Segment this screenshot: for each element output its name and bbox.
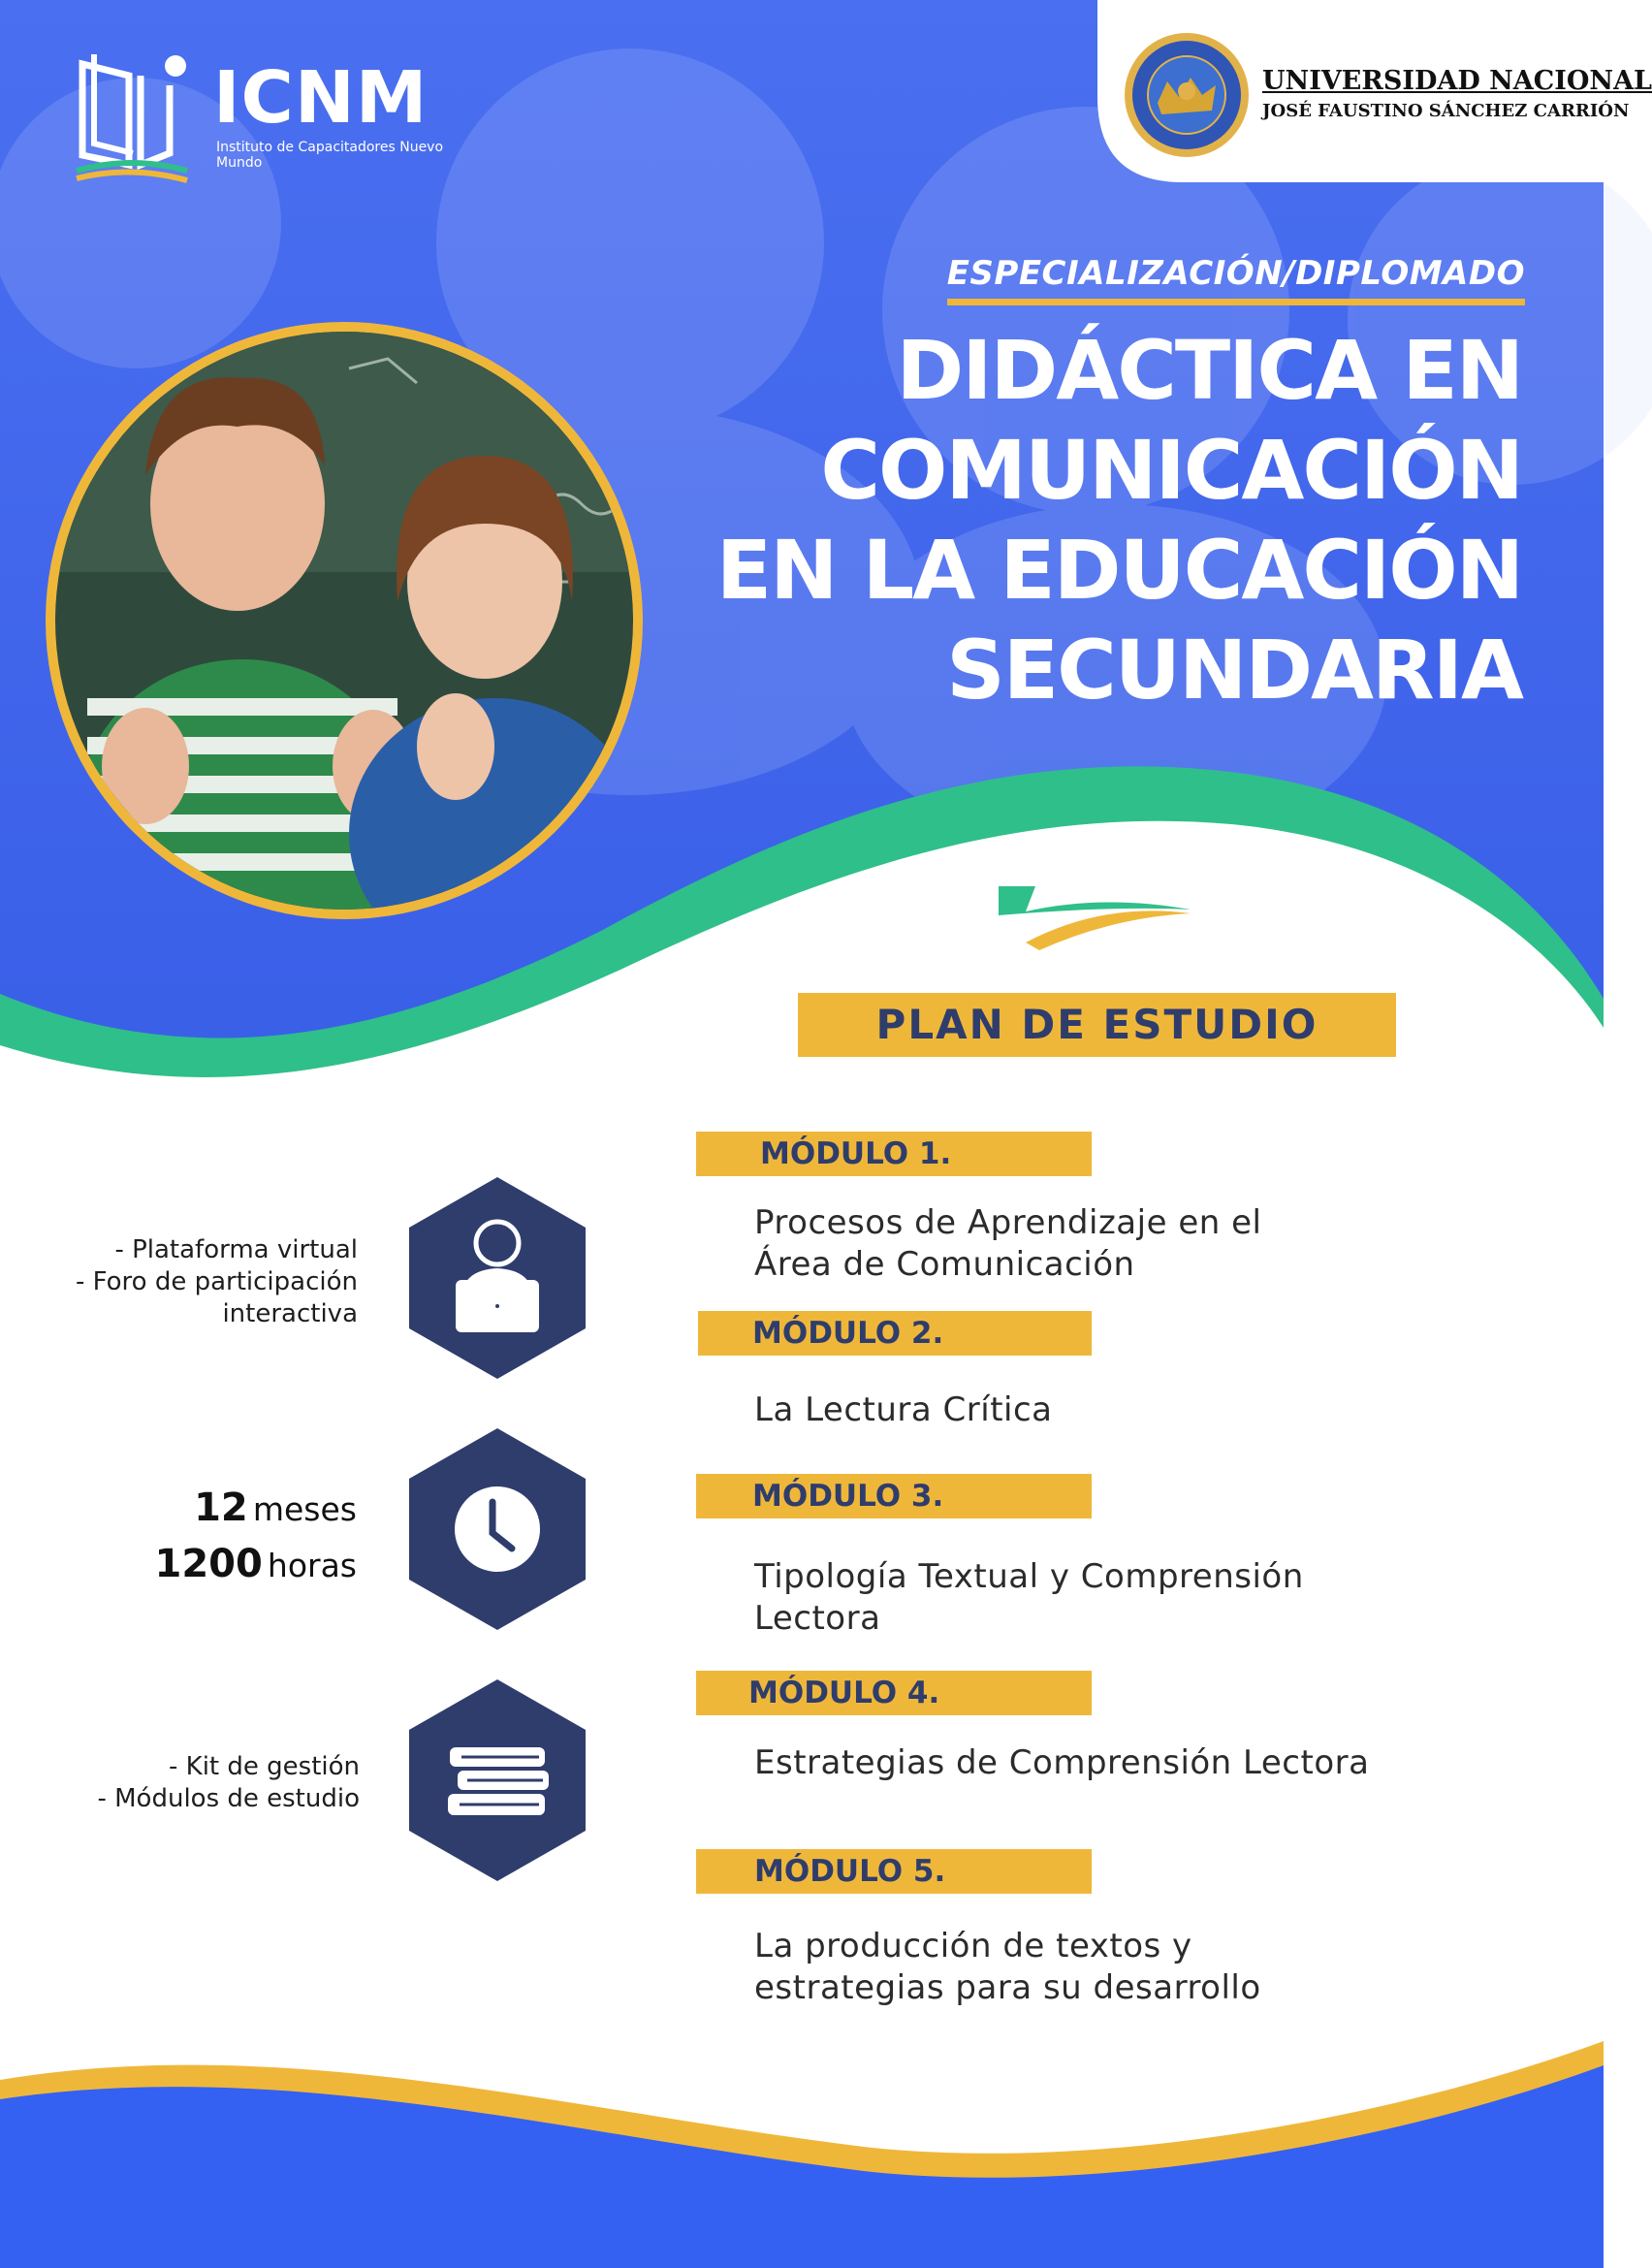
module-1-title-line-1: Procesos de Aprendizaje en el	[754, 1203, 1262, 1242]
module-5-title	[754, 1926, 1261, 2009]
clock-icon	[407, 1426, 588, 1632]
duration-months-unit: meses	[252, 1490, 357, 1528]
platform-line-2: - Foro de participación	[75, 1267, 358, 1296]
module-2-label: MÓDULO 2.	[698, 1311, 1092, 1356]
module-3-title	[754, 1556, 1304, 1640]
logo-name: ICNM	[213, 56, 429, 140]
open-book-person-icon	[73, 47, 189, 182]
platform-line-3: interactiva	[222, 1299, 358, 1328]
title-line-2: COMUNICACIÓN	[820, 423, 1522, 518]
duration-hours-unit: horas	[267, 1547, 357, 1584]
duration-months-value: 12	[194, 1485, 248, 1530]
materials-line-2: - Módulos de estudio	[97, 1784, 360, 1813]
module-2-title-line-1: La Lectura Crítica	[754, 1390, 1053, 1429]
university-seal-icon	[1123, 31, 1251, 159]
icnm-logo	[73, 47, 480, 182]
module-1-title	[754, 1202, 1261, 1286]
title-line-3: EN LA EDUCACIÓN	[715, 523, 1522, 618]
module-4-title-line-1: Estrategias de Comprensión Lectora	[754, 1743, 1370, 1782]
duration-months	[154, 1484, 357, 1540]
online-learning-icon	[407, 1175, 588, 1381]
program-type: ESPECIALIZACIÓN/DIPLOMADO	[946, 254, 1525, 293]
module-4-title	[754, 1742, 1369, 1784]
swoosh-icon	[997, 884, 1196, 952]
duration-block	[154, 1484, 357, 1596]
platform-features	[76, 1234, 358, 1330]
duration-hours	[154, 1540, 357, 1596]
module-5-title-line-1: La producción de textos y	[754, 1927, 1192, 1965]
duration-hours-value: 1200	[154, 1542, 263, 1586]
module-3-title-line-1: Tipología Textual y Comprensión	[754, 1557, 1304, 1596]
program-type-block	[947, 254, 1525, 305]
logo-tagline: Instituto de Capacitadores Nuevo Mundo	[216, 140, 444, 171]
title-line-1: DIDÁCTICA EN	[896, 323, 1522, 418]
program-title	[650, 323, 1522, 718]
module-4-label: MÓDULO 4.	[696, 1671, 1092, 1715]
program-type-underline	[947, 299, 1525, 305]
university-name-line2: JOSÉ FAUSTINO SÁNCHEZ CARRIÓN	[1262, 101, 1630, 121]
books-icon	[407, 1677, 588, 1883]
module-5-title-line-2: estrategias para su desarrollo	[754, 1968, 1261, 2007]
module-3-title-line-2: Lectora	[754, 1599, 881, 1638]
module-1-label: MÓDULO 1.	[696, 1132, 1092, 1176]
module-2-title	[754, 1390, 1053, 1431]
module-3-label: MÓDULO 3.	[696, 1474, 1092, 1518]
platform-line-1: - Plataforma virtual	[114, 1235, 358, 1264]
university-name-line1: UNIVERSIDAD NACIONAL	[1262, 66, 1652, 96]
materials-line-1: - Kit de gestión	[169, 1752, 360, 1781]
materials-features	[97, 1751, 360, 1815]
plan-heading: PLAN DE ESTUDIO	[798, 993, 1396, 1057]
title-line-4: SECUNDARIA	[946, 623, 1522, 718]
module-5-label: MÓDULO 5.	[696, 1849, 1092, 1894]
module-1-title-line-2: Área de Comunicación	[754, 1245, 1135, 1284]
